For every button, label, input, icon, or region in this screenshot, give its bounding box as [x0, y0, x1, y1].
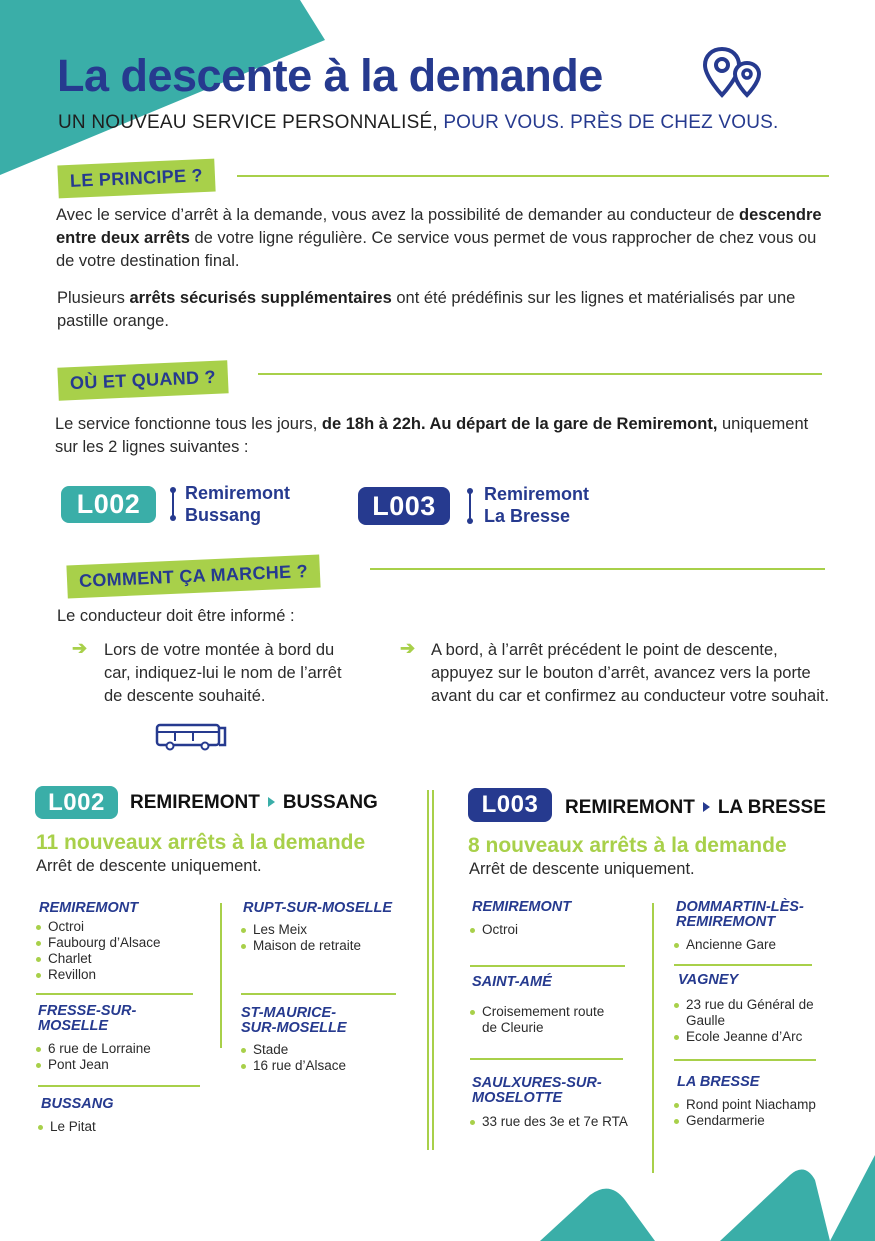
stop-list — [470, 1114, 628, 1130]
text: Le service fonctionne tous les jours, — [55, 415, 322, 433]
town-name: ST-MAURICE-SUR-MOSELLE — [241, 1005, 347, 1036]
subtitle-part2: POUR VOUS. PRÈS DE CHEZ VOUS. — [443, 112, 779, 133]
column-divider — [220, 903, 222, 1048]
step-2-text: A bord, à l’arrêt précédent le point de descente, appuyez sur le bouton d’arrêt, avancez vers la porte avant du car et confirmez au conducteur votre souhait. — [431, 641, 830, 705]
section-heading-ou-quand: OÙ ET QUAND ? — [57, 360, 228, 400]
town-name: REMIREMONT — [472, 899, 572, 915]
stop-item: 6 rue de Lorraine — [36, 1041, 151, 1057]
stop-list — [38, 1119, 96, 1135]
route-dot — [170, 515, 176, 521]
subtitle — [58, 112, 779, 134]
stop-item: Rond point Niachamp — [674, 1097, 816, 1113]
route-to: LA BRESSE — [717, 797, 826, 818]
text-bold: arrêts sécurisés supplémentaires — [129, 289, 392, 307]
line-badge-l003: L003 — [468, 788, 552, 822]
arrow-right-icon: ➔ — [72, 638, 88, 658]
route-to: La Bresse — [484, 506, 571, 526]
route-line — [172, 490, 174, 518]
section-divider — [237, 175, 829, 177]
new-stops-count: 11 nouveaux arrêts à la demande — [36, 831, 366, 854]
comment-intro: Le conducteur doit être informé : — [57, 607, 295, 625]
route-from: REMIREMONT — [130, 792, 260, 813]
divider — [36, 993, 193, 995]
route-heading-l003 — [565, 797, 826, 819]
column-separator — [432, 790, 434, 1150]
column-separator — [427, 790, 429, 1150]
route-l002 — [185, 482, 290, 526]
section-heading-principe: LE PRINCIPE ? — [57, 159, 215, 199]
section-divider — [370, 568, 825, 570]
stop-list — [36, 919, 161, 983]
route-heading-l002 — [130, 792, 378, 814]
section-divider — [258, 373, 822, 375]
divider — [241, 993, 396, 995]
stop-list — [470, 1004, 610, 1036]
stop-item: Charlet — [36, 951, 161, 967]
stop-item: Stade — [241, 1042, 346, 1058]
principe-paragraph-2 — [57, 287, 832, 333]
stop-list — [674, 937, 776, 953]
text: Plusieurs — [57, 289, 130, 307]
page-title: La descente à la demande — [57, 50, 603, 101]
stop-list — [470, 922, 518, 938]
stop-item: Les Meix — [241, 922, 361, 938]
stop-item: 33 rue des 3e et 7e RTA — [470, 1114, 628, 1130]
stop-item: 23 rue du Général de Gaulle — [674, 997, 824, 1029]
route-dot — [467, 518, 473, 524]
stop-item: 16 rue d’Alsace — [241, 1058, 346, 1074]
stop-list — [36, 1041, 151, 1073]
route-from: Remiremont — [484, 484, 590, 504]
divider — [470, 965, 625, 967]
section-heading-comment: COMMENT ÇA MARCHE ? — [66, 554, 320, 598]
stop-item: Croisemement route de Cleurie — [470, 1004, 610, 1036]
stop-item: Ecole Jeanne d’Arc — [674, 1029, 824, 1045]
new-stops-count: 8 nouveaux arrêts à la demande — [468, 834, 787, 857]
location-pins-icon — [700, 45, 766, 101]
column-divider — [652, 903, 654, 1173]
line-badge-l002: L002 — [35, 786, 118, 819]
route-to: BUSSANG — [282, 792, 378, 813]
principe-paragraph-1 — [56, 204, 826, 273]
stop-list — [241, 922, 361, 954]
stop-list — [674, 1097, 816, 1129]
divider — [674, 1059, 816, 1061]
decorative-corner-bottom-right — [530, 1150, 875, 1241]
triangle-right-icon — [268, 797, 275, 807]
stop-item: Ancienne Gare — [674, 937, 776, 953]
stop-item: Le Pitat — [38, 1119, 96, 1135]
town-name: REMIREMONT — [39, 900, 139, 916]
subtitle-part1: UN NOUVEAU SERVICE PERSONNALISÉ, — [58, 112, 438, 133]
divider — [470, 1058, 623, 1060]
stop-item: Revillon — [36, 967, 161, 983]
text-bold: de 18h à 22h. Au départ de la gare de Remiremont, — [321, 415, 718, 433]
text: ont été prédéfinis sur les lignes et matérialisés par une pastille orange. — [57, 289, 796, 330]
stop-item: Pont Jean — [36, 1057, 151, 1073]
stop-item: Octroi — [470, 922, 518, 938]
route-to: Bussang — [185, 505, 262, 525]
stop-list — [674, 997, 824, 1045]
descent-only-note: Arrêt de descente uniquement. — [469, 860, 695, 878]
route-line — [469, 491, 471, 521]
line-badge-l003: L003 — [358, 487, 450, 525]
town-name: SAINT-AMÉ — [472, 974, 552, 990]
text-bold: descendre entre deux arrêts — [56, 206, 822, 247]
town-name: SAULXURES-SUR-MOSELOTTE — [472, 1075, 602, 1106]
arrow-right-icon: ➔ — [400, 638, 416, 658]
route-l003 — [484, 483, 589, 527]
line-badge-l002: L002 — [61, 486, 156, 523]
stop-item: Faubourg d’Alsace — [36, 935, 161, 951]
bus-icon — [155, 722, 229, 752]
town-name: RUPT-SUR-MOSELLE — [243, 900, 393, 916]
town-name: LA BRESSE — [677, 1074, 760, 1090]
stop-item: Octroi — [36, 919, 161, 935]
route-from: REMIREMONT — [565, 797, 695, 818]
text: uniquement sur les 2 lignes suivantes : — [55, 415, 809, 456]
step-1-text: Lors de votre montée à bord du car, indiquez-lui le nom de l’arrêt de descente souhaité. — [104, 641, 342, 705]
stop-item: Maison de retraite — [241, 938, 361, 954]
stop-item: Gendarmerie — [674, 1113, 816, 1129]
town-name: BUSSANG — [41, 1096, 114, 1112]
descent-only-note: Arrêt de descente uniquement. — [36, 857, 262, 875]
text: de votre ligne régulière. Ce service vous permet de vous rapprocher de chez vous ou de votre destination final. — [56, 229, 817, 270]
divider — [38, 1085, 200, 1087]
town-name: FRESSE-SUR-MOSELLE — [38, 1003, 137, 1034]
ou-quand-paragraph — [55, 413, 835, 459]
triangle-right-icon — [703, 802, 710, 812]
route-from: Remiremont — [185, 483, 291, 503]
town-name: DOMMARTIN-LÈS-REMIREMONT — [676, 899, 804, 930]
divider — [674, 964, 812, 966]
text: Avec le service d’arrêt à la demande, vous avez la possibilité de demander au conducteur de — [56, 206, 740, 224]
town-name: VAGNEY — [678, 972, 739, 988]
stop-list — [241, 1042, 346, 1074]
